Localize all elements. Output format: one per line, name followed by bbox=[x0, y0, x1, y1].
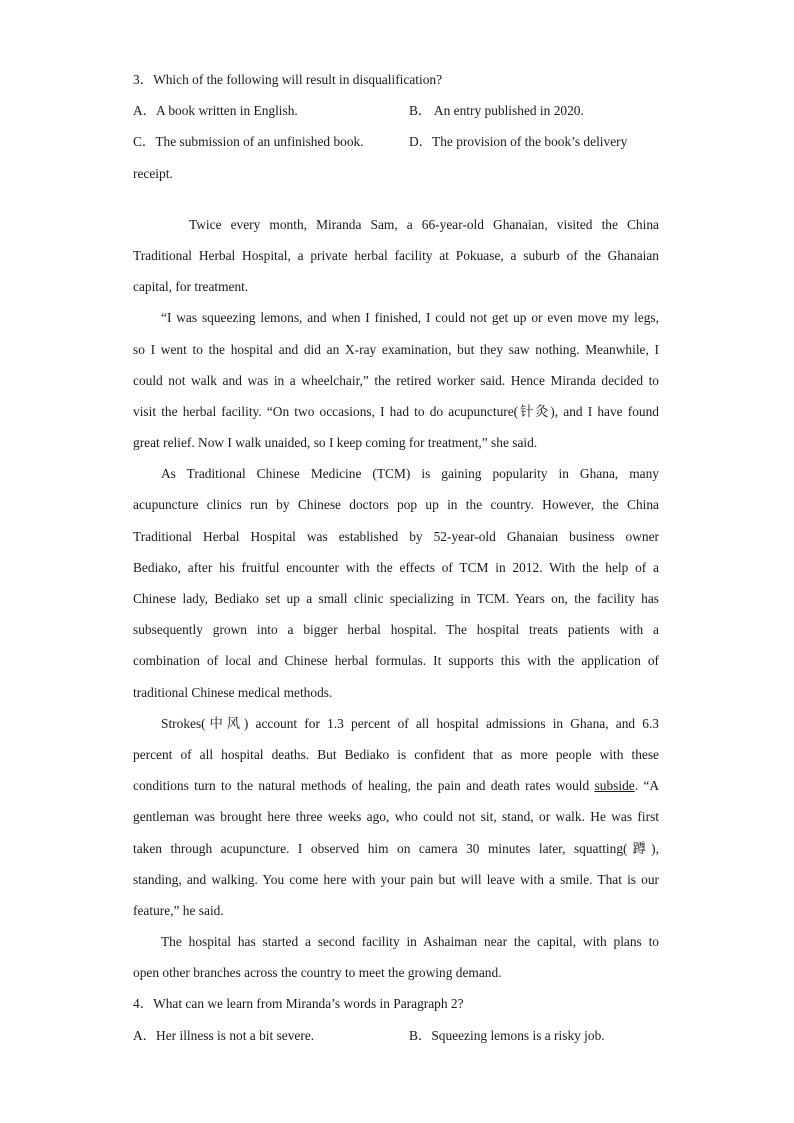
paragraph-line: great relief. Now I walk unaided, so I keep coming for treatment,” she said. bbox=[133, 435, 538, 451]
paragraph-5 bbox=[133, 926, 659, 988]
paragraph-line: Bediako, after his fruitful encounter with the effects of TCM in 2012. With the help of a bbox=[133, 559, 659, 575]
section-gap bbox=[133, 189, 659, 209]
paragraph-line: The hospital has started a second facility in Ashaiman near the capital, with plans to bbox=[161, 934, 659, 950]
paragraph-line: Chinese lady, Bediako set up a small clinic specializing in TCM. Years on, the facility has bbox=[133, 591, 659, 606]
paragraph-line: gentleman was brought here three weeks ago, who could not sit, stand, or walk. He was first bbox=[133, 809, 659, 825]
underlined-word: subside bbox=[594, 778, 635, 794]
q3-stem: 3．Which of the following will result in disqualification? bbox=[133, 72, 443, 87]
q4-stem: 4．What can we learn from Miranda’s words in Paragraph 2? bbox=[133, 996, 464, 1012]
paragraph-line: Twice every month, Miranda Sam, a 66-year-old Ghanaian, visited the China bbox=[189, 216, 659, 232]
paragraph-2 bbox=[133, 302, 659, 458]
paragraph-line: combination of local and Chinese herbal formulas. It supports this with the application of bbox=[133, 653, 659, 669]
paragraph-line: subsequently grown into a bigger herbal hospital. The hospital treats patients with a bbox=[133, 622, 659, 638]
paragraph-line-with-underlined-word bbox=[133, 770, 659, 801]
paragraph-line: “I was squeezing lemons, and when I finished, I could not get up or even move my legs, bbox=[161, 310, 659, 326]
paragraph-line: so I went to the hospital and did an X-ray examination, but they saw nothing. Meanwhile, I bbox=[133, 341, 659, 357]
q4-option-b: B．Squeezing lemons is a risky job. bbox=[409, 1027, 605, 1043]
q3-option-a: A．A book written in English. bbox=[133, 103, 298, 119]
paragraph-line: capital, for treatment. bbox=[133, 279, 249, 295]
paragraph-line: traditional Chinese medical methods. bbox=[133, 684, 333, 700]
q4-option-a: A．Her illness is not a bit severe. bbox=[133, 1027, 315, 1043]
q3-option-c: C．The submission of an unfinished book. bbox=[133, 134, 364, 150]
text-segment: . “A bbox=[634, 778, 659, 794]
paragraph-line: taken through acupuncture. I observed him on camera 30 minutes later, squatting(蹲), bbox=[133, 840, 659, 856]
paragraph-3 bbox=[133, 458, 659, 708]
q3-options-row2 bbox=[133, 126, 659, 157]
paragraph-line: Traditional Herbal Hospital, a private herbal facility at Pokuase, a suburb of the Ghanaian bbox=[133, 247, 659, 263]
q3-options-row1 bbox=[133, 95, 659, 126]
q3-option-d: D．The provision of the book’s delivery bbox=[409, 134, 628, 150]
q4-options-row1 bbox=[133, 1020, 659, 1051]
paragraph-line: percent of all hospital deaths. But Bediako is confident that as more people with these bbox=[133, 746, 659, 762]
paragraph-1 bbox=[133, 209, 659, 303]
paragraph-line: open other branches across the country to meet the growing demand. bbox=[133, 965, 502, 981]
paragraph-line: acupuncture clinics run by Chinese doctors pop up in the country. However, the China bbox=[133, 497, 659, 513]
q3-option-d-continued: receipt. bbox=[133, 165, 173, 181]
paragraph-line: Traditional Herbal Hospital was established by 52-year-old Ghanaian business owner bbox=[133, 528, 659, 544]
paragraph-line: As Traditional Chinese Medicine (TCM) is gaining popularity in Ghana, many bbox=[161, 466, 659, 482]
q3-option-b: B． An entry published in 2020. bbox=[409, 103, 584, 119]
paragraph-line: standing, and walking. You come here with your pain but will leave with a smile. That is our bbox=[133, 871, 659, 887]
paragraph-line: visit the herbal facility. “On two occasions, I had to do acupuncture(针灸), and I have found bbox=[133, 403, 659, 419]
paragraph-line: Strokes(中风) account for 1.3 percent of all hospital admissions in Ghana, and 6.3 bbox=[161, 715, 659, 731]
text-segment: conditions turn to the natural methods of healing, the pain and death rates would bbox=[133, 778, 595, 794]
paragraph-line: feature,” he said. bbox=[133, 902, 224, 918]
paragraph-4 bbox=[133, 708, 659, 926]
document-page bbox=[133, 64, 659, 1051]
paragraph-line: could not walk and was in a wheelchair,” the retired worker said. Hence Miranda decided to bbox=[133, 372, 659, 388]
